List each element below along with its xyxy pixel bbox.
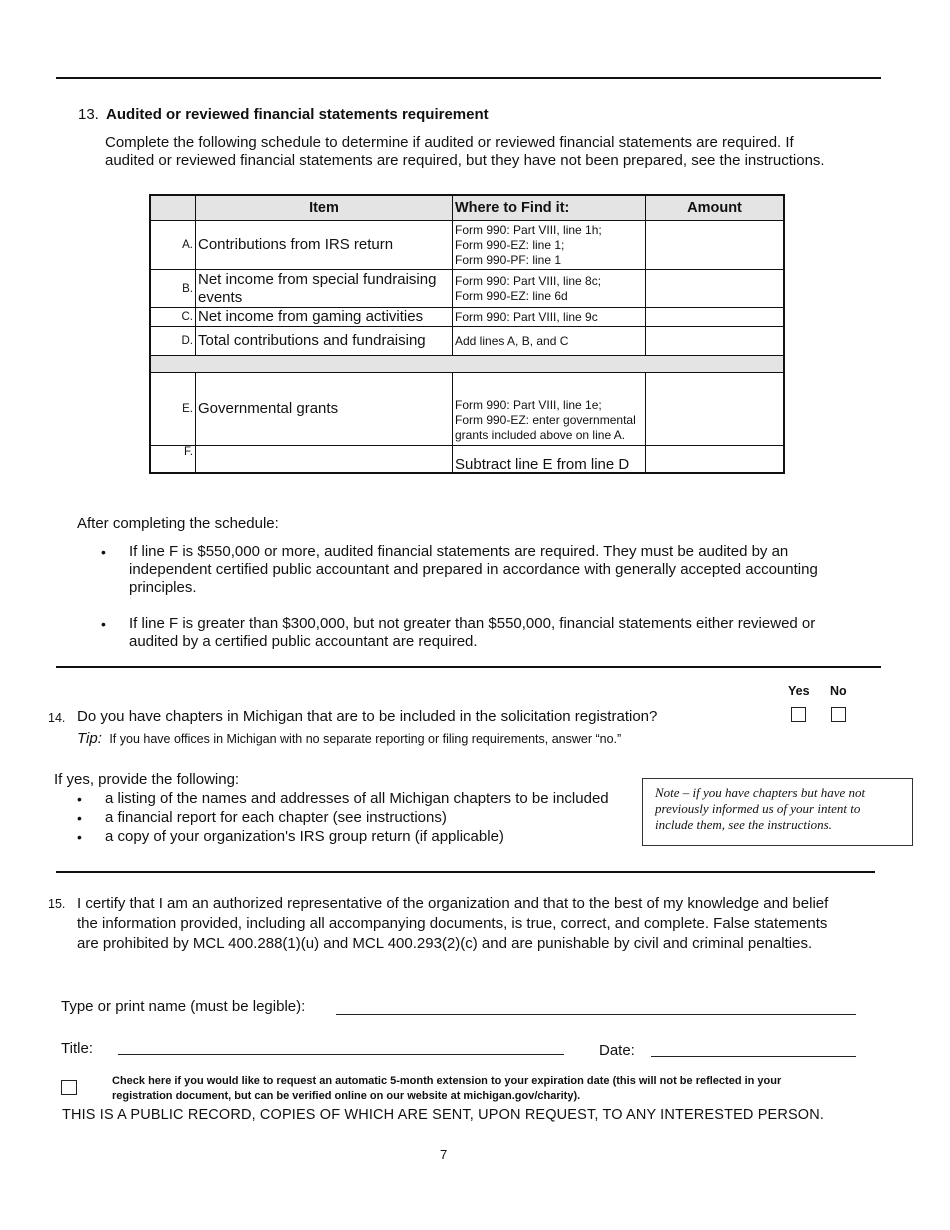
q13-title: Audited or reviewed financial statements requirement	[106, 106, 489, 123]
extension-checkbox[interactable]	[61, 1080, 77, 1095]
row-letter: B.	[150, 270, 196, 308]
list-item	[77, 809, 637, 828]
bullet-dot: •	[101, 616, 106, 632]
header-where: Where to Find it:	[453, 195, 646, 221]
where-line: Form 990-PF: line 1	[455, 252, 562, 267]
bullet-line: audited by a certified public accountant are required.	[129, 633, 478, 650]
q15-certification	[77, 894, 877, 954]
list-item-text: a financial report for each chapter (see instructions)	[105, 809, 447, 826]
q14-question: Do you have chapters in Michigan that are to be included in the solicitation registration?	[77, 708, 658, 725]
chapter-requirements-list	[77, 790, 637, 847]
where-line: Form 990: Part VIII, line 8c;	[455, 273, 602, 288]
top-divider	[56, 77, 881, 79]
title-input[interactable]	[118, 1054, 564, 1055]
amount-field-e[interactable]	[646, 373, 785, 446]
bullet-line: If line F is greater than $300,000, but not greater than $550,000, financial statements either reviewed or	[129, 615, 816, 632]
date-label: Date:	[599, 1042, 635, 1059]
row-where	[453, 327, 646, 356]
extension-line: registration document, but can be verified online on our website at michigan.gov/charity).	[112, 1090, 581, 1102]
bullet-dot: •	[77, 810, 82, 826]
where-line: Form 990: Part VIII, line 9c	[455, 309, 598, 324]
row-item: Contributions from IRS return	[196, 221, 453, 270]
row-item: Total contributions and fundraising	[196, 327, 453, 356]
header-amount: Amount	[646, 195, 785, 221]
tip-label: Tip:	[77, 730, 102, 747]
list-item	[77, 828, 637, 847]
list-item-text: a copy of your organization's IRS group return (if applicable)	[105, 828, 504, 845]
q13-intro-line: audited or reviewed financial statements are required, but they have not been prepared, see the instructions.	[105, 152, 825, 169]
bullet-dot: •	[101, 544, 106, 560]
name-label: Type or print name (must be legible):	[61, 998, 306, 1015]
row-where	[453, 446, 646, 473]
divider-q14-q15	[56, 871, 875, 873]
where-line: Add lines A, B, and C	[455, 333, 569, 348]
header-letter	[150, 195, 196, 221]
row-item	[196, 446, 453, 473]
q13-intro	[105, 134, 885, 170]
divider-q13-q14	[56, 666, 881, 668]
amount-field-c[interactable]	[646, 308, 785, 327]
where-line: Subtract line E from line D	[455, 455, 630, 473]
where-line: Form 990: Part VIII, line 1h;	[455, 222, 602, 237]
chapters-yes-checkbox[interactable]	[791, 707, 806, 722]
name-input[interactable]	[336, 1014, 856, 1015]
page-number: 7	[440, 1147, 448, 1162]
bullet-dot: •	[77, 829, 82, 845]
amount-field-f[interactable]	[646, 446, 785, 473]
row-item: Net income from gaming activities	[196, 308, 453, 327]
row-letter: C.	[150, 308, 196, 327]
bullet-line: independent certified public accountant and prepared in accordance with generally accepted accounting	[129, 561, 818, 578]
row-letter: E.	[150, 373, 196, 446]
schedule-row-d	[150, 327, 784, 356]
row-where	[453, 221, 646, 270]
bullet-line: If line F is $550,000 or more, audited financial statements are required. They must be audited by an	[129, 543, 789, 560]
schedule-row-b	[150, 270, 784, 308]
if-yes-label: If yes, provide the following:	[54, 771, 240, 788]
certification-line: are prohibited by MCL 400.288(1)(u) and MCL 400.293(2)(c) and are punishable by civil and criminal penalties.	[77, 935, 813, 952]
yes-label: Yes	[788, 684, 810, 698]
amount-field-b[interactable]	[646, 270, 785, 308]
where-line: Form 990-EZ: line 1;	[455, 237, 565, 252]
extension-text	[112, 1074, 892, 1104]
extension-line: Check here if you would like to request an automatic 5-month extension to your expiration date (this will not be reflected in your	[112, 1075, 782, 1087]
row-letter: F.	[150, 446, 196, 473]
chapters-note-box	[642, 778, 913, 846]
note-line: previously informed us of your intent to	[655, 801, 861, 816]
amount-field-a[interactable]	[646, 221, 785, 270]
list-item	[77, 790, 637, 809]
row-item: Net income from special fundraising events	[196, 270, 453, 308]
separator-cell	[150, 356, 784, 373]
q13-bullet-2	[101, 615, 861, 651]
q13-number: 13.	[78, 106, 99, 123]
date-input[interactable]	[651, 1056, 856, 1057]
certification-line: the information provided, including all accompanying documents, is true, correct, and complete. False statements	[77, 915, 828, 932]
amount-field-d[interactable]	[646, 327, 785, 356]
schedule-separator-row	[150, 356, 784, 373]
q13-bullet-1	[101, 543, 861, 597]
schedule-row-c	[150, 308, 784, 327]
schedule-table	[149, 194, 785, 474]
schedule-row-a	[150, 221, 784, 270]
note-line: Note – if you have chapters but have not	[655, 785, 866, 800]
no-label: No	[830, 684, 847, 698]
where-line: Form 990: Part VIII, line 1e;	[455, 398, 602, 412]
where-line: grants included above on line A.	[455, 428, 626, 442]
q14-number: 14.	[48, 711, 66, 725]
note-line: include them, see the instructions.	[655, 817, 832, 832]
schedule-row-e	[150, 373, 784, 446]
where-line: Form 990-EZ: line 6d	[455, 288, 568, 303]
header-item: Item	[196, 195, 453, 221]
certification-line: I certify that I am an authorized representative of the organization and that to the best of my knowledge and belief	[77, 895, 829, 912]
title-label: Title:	[61, 1040, 93, 1057]
q13-intro-line: Complete the following schedule to determine if audited or reviewed financial statements are required. If	[105, 134, 794, 151]
q15-number: 15.	[48, 897, 66, 911]
row-where	[453, 373, 646, 446]
row-where	[453, 308, 646, 327]
row-item: Governmental grants	[196, 373, 453, 446]
after-schedule-label: After completing the schedule:	[77, 515, 279, 532]
row-letter: D.	[150, 327, 196, 356]
chapters-no-checkbox[interactable]	[831, 707, 846, 722]
schedule-row-f	[150, 446, 784, 473]
tip-text: If you have offices in Michigan with no separate reporting or filing requirements, answer “no.”	[109, 732, 622, 746]
where-line: Form 990-EZ: enter governmental	[455, 413, 636, 427]
row-where	[453, 270, 646, 308]
bullet-line: principles.	[129, 579, 197, 596]
q13-heading	[78, 106, 489, 124]
q14-tip	[77, 730, 621, 748]
bullet-dot: •	[77, 791, 82, 807]
row-letter: A.	[150, 221, 196, 270]
public-record-notice: THIS IS A PUBLIC RECORD, COPIES OF WHICH ARE SENT, UPON REQUEST, TO ANY INTERESTED PERSON.	[62, 1107, 825, 1123]
list-item-text: a listing of the names and addresses of all Michigan chapters to be included	[105, 790, 609, 807]
schedule-header-row	[150, 195, 784, 221]
